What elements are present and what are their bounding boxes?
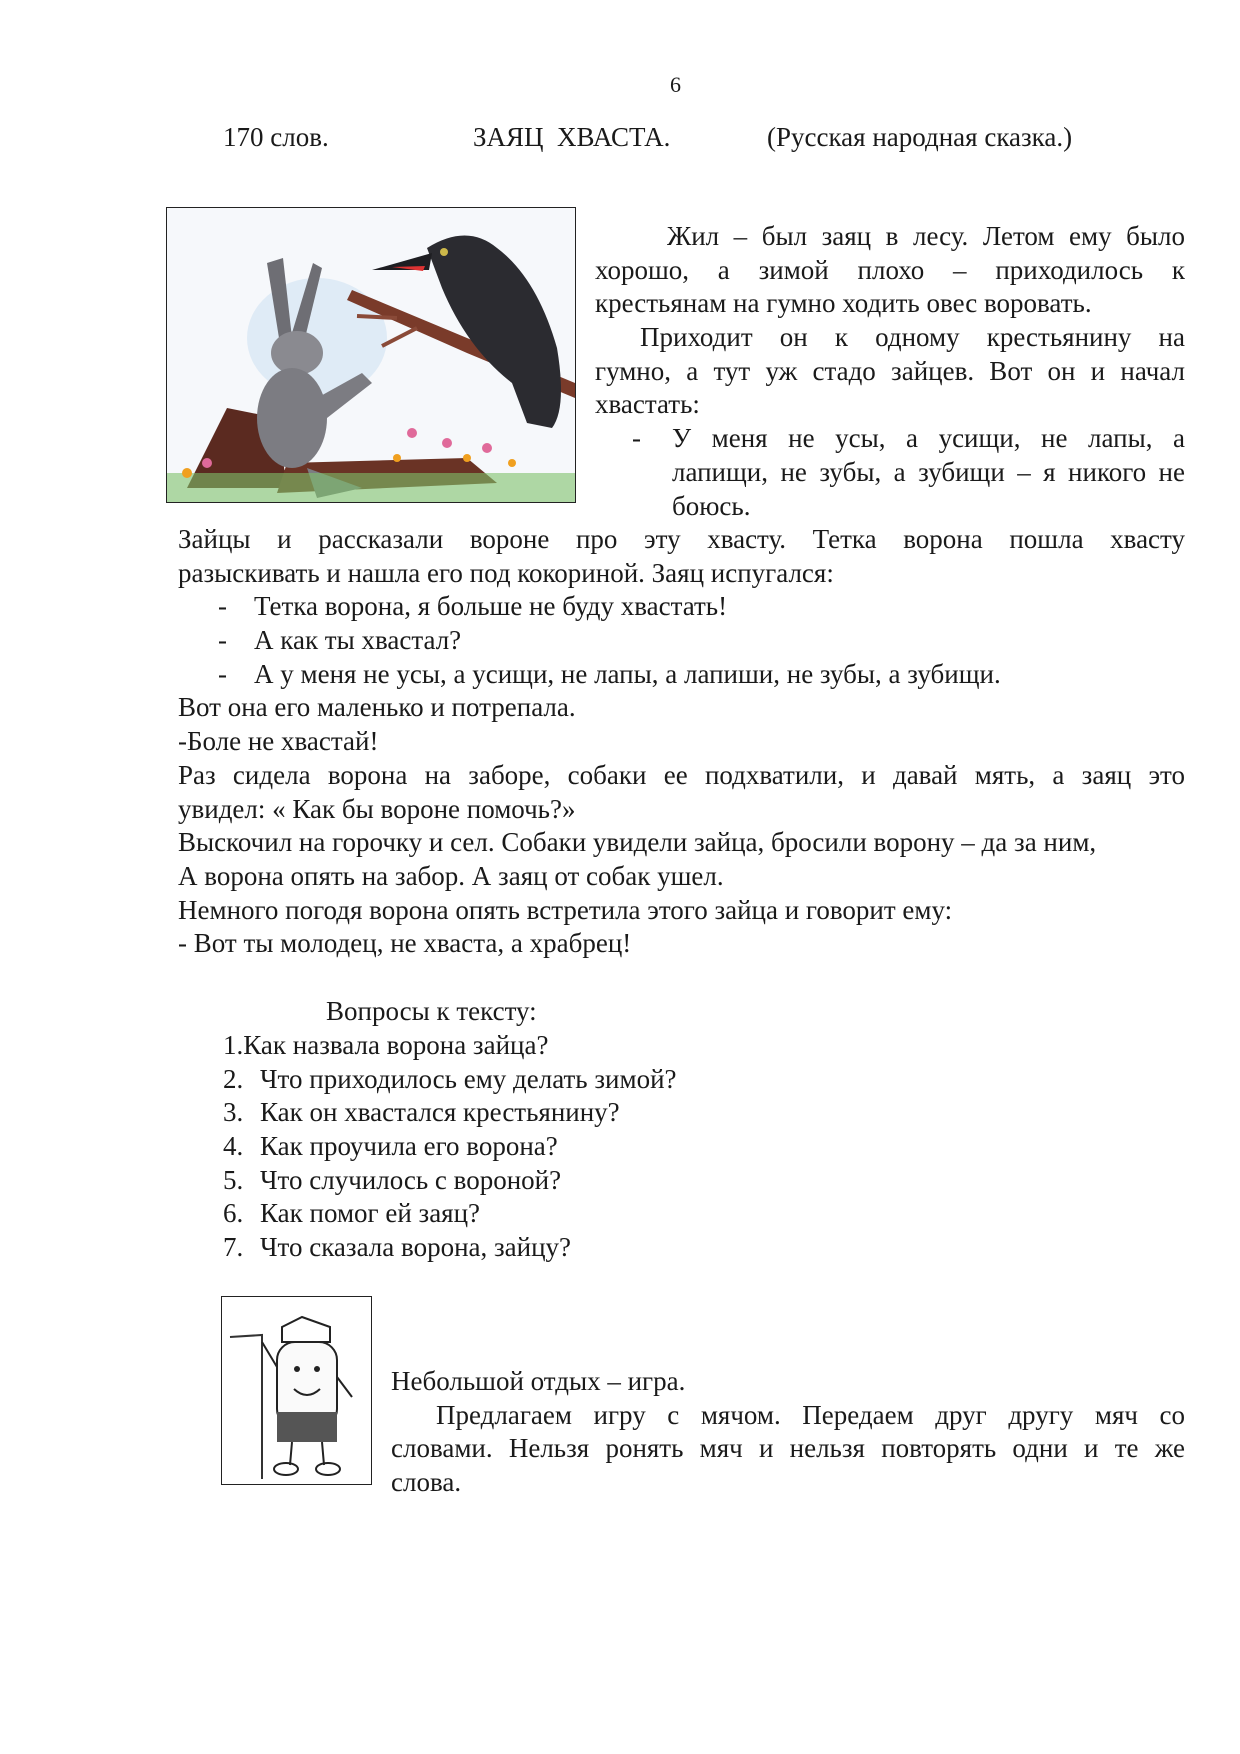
word-count: 170 слов. [223,122,329,152]
rest-line: словами. Нельзя ронять мяч и нельзя повторять одни и те же [391,1433,1185,1464]
hare-crow-illustration [166,207,576,503]
story-line: У меня не усы, а усищи, не лапы, а [672,423,1185,454]
question-number: 5. [223,1164,244,1195]
rest-line: Предлагаем игру с мячом. Передаем друг другу мяч со [436,1399,1185,1430]
page-number: 6 [670,72,681,97]
story-line: хорошо, а зимой плохо – приходилось к [595,254,1185,285]
story-line: боюсь. [672,490,751,521]
questions-list [223,1029,923,1265]
questions-heading: Вопросы к тексту: [326,996,537,1026]
story-title: ЗАЯЦ ХВАСТА. [473,122,671,152]
cartoon-character-illustration [221,1296,372,1485]
questions-title [326,995,537,1029]
question-number: 4. [223,1131,244,1162]
story-line: Тетка ворона, я больше не буду хвастать! [254,591,728,622]
story-subtitle: (Русская народная сказка.) [767,122,1073,152]
story-line: -Боле не хвастай! [178,726,379,757]
story-line: А как ты хвастал? [254,625,462,656]
rest-title: Небольшой отдых – игра. [391,1366,686,1396]
story-line: разыскивать и нашла его под кокориной. Заяц испугался: [178,557,834,588]
rest-line: слова. [391,1467,462,1498]
story-line: гумно, а тут уж стадо зайцев. Вот он и начал [595,355,1185,386]
question-item: Как он хвастался крестьянину? [260,1097,620,1128]
question-item: Что приходилось ему делать зимой? [260,1063,677,1094]
question-item: 1.Как назвала ворона зайца? [223,1030,549,1060]
story-line: увидел: « Как бы вороне помочь?» [178,793,576,824]
story-body [178,523,1185,961]
story-line: Жил – был заяц в лесу. Летом ему было [667,221,1185,251]
story-line: Немного погодя ворона опять встретила этого зайца и говорит ему: [178,894,953,925]
story-intro [595,220,1185,523]
story-line: Раз сидела ворона на заборе, собаки ее подхватили, и давай мять, а заяц это [178,759,1185,790]
question-number: 7. [223,1232,244,1263]
rest-section [391,1365,1185,1500]
story-line: Выскочил на горочку и сел. Собаки увидели зайца, бросили ворону – да за ним, [178,827,1097,858]
story-line: Зайцы и рассказали вороне про эту хвасту. Тетка ворона пошла хвасту [178,524,1185,554]
story-line: - Вот ты молодец, не хваста, а храбрец! [178,928,632,959]
story-line: лапищи, не зубы, а зубищи – я никого не [672,456,1185,487]
question-number: 3. [223,1097,244,1128]
dash-marker: - [218,625,227,656]
story-line: Приходит он к одному крестьянину на [640,322,1185,353]
story-line: крестьянам на гумно ходить овес воровать. [595,288,1092,319]
question-number: 6. [223,1198,244,1229]
question-item: Как помог ей заяц? [260,1198,481,1229]
story-line: А у меня не усы, а усищи, не лапы, а лапиши, не зубы, а зубищи. [254,658,1001,689]
dash-marker: - [632,423,641,454]
story-line: Вот она его маленько и потрепала. [178,692,576,723]
dash-marker: - [218,591,227,622]
question-item: Что случилось с вороной? [260,1164,562,1195]
story-line: хвастать: [595,389,700,420]
question-number: 2. [223,1063,244,1094]
question-item: Как проучила его ворона? [260,1131,558,1162]
question-item: Что сказала ворона, зайцу? [260,1232,572,1263]
dash-marker: - [218,658,227,689]
story-line: А ворона опять на забор. А заяц от собак ушел. [178,860,724,891]
